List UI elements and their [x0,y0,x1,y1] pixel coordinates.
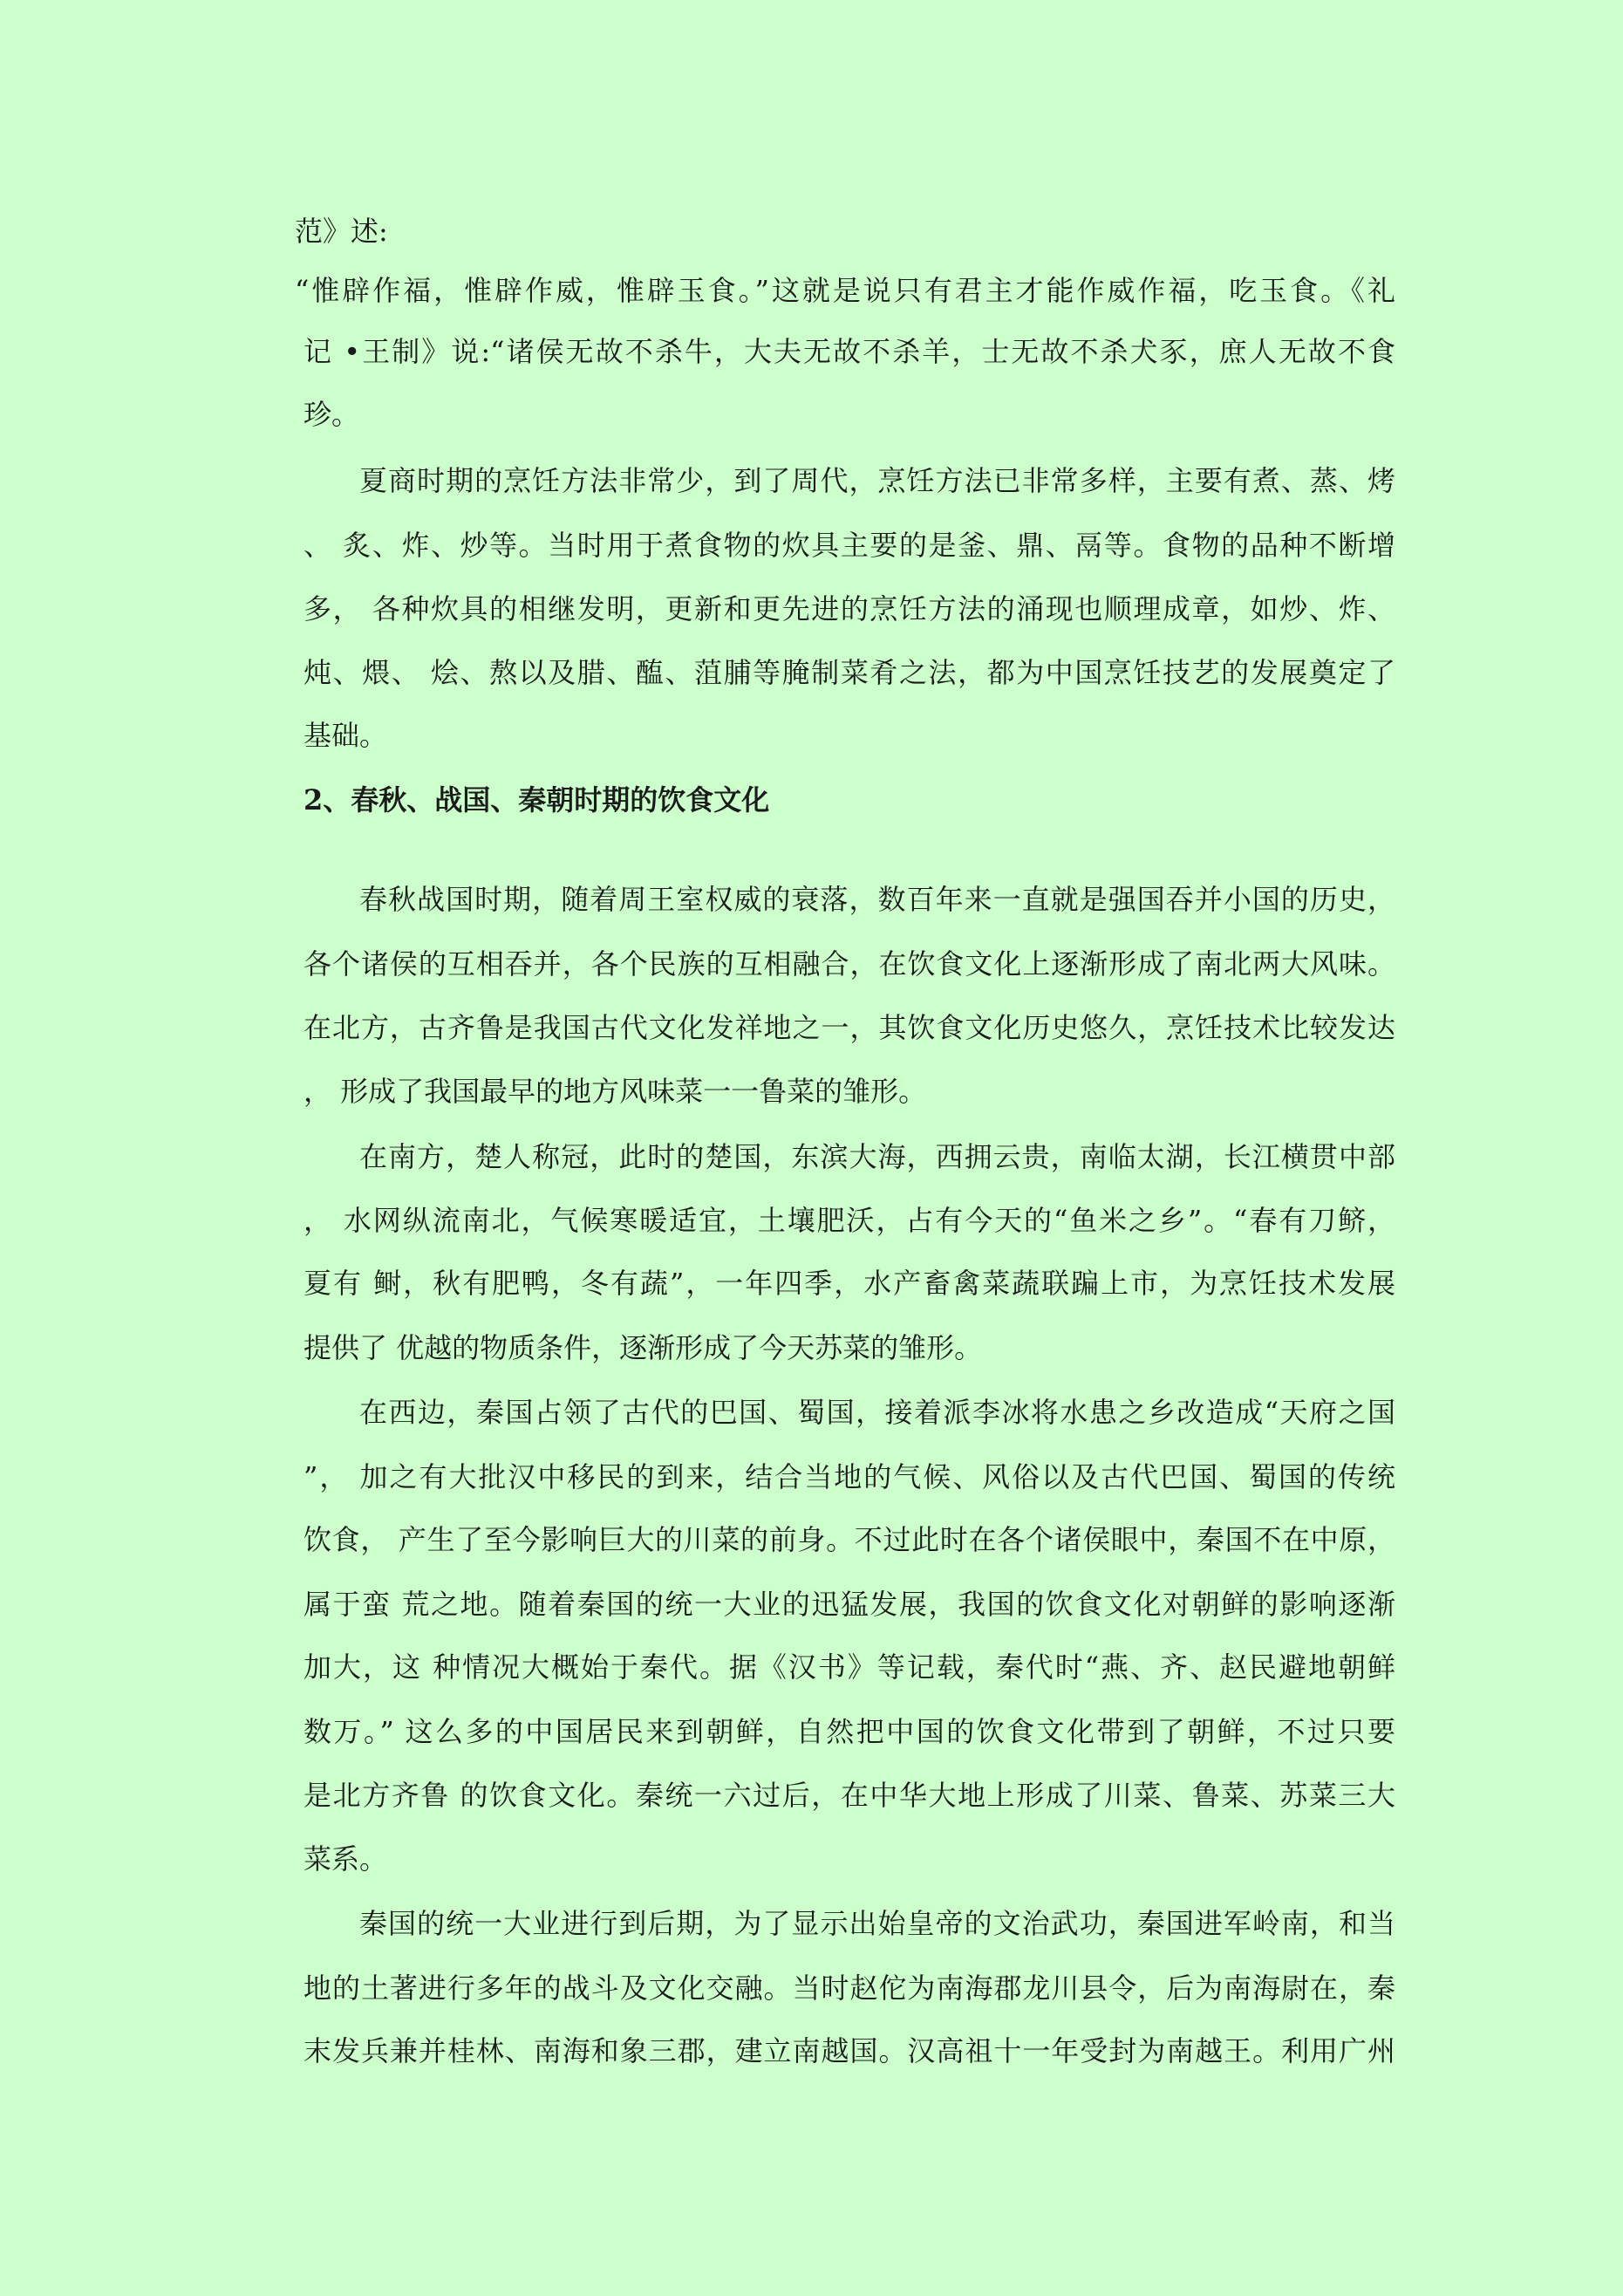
text-line: 属于蛮 荒之地。随着秦国的统一大业的迅猛发展，我国的饮食文化对朝鲜的影响逐渐 [303,1588,1395,1621]
text-line: 范》述: [295,215,388,248]
text-line: 饮食， 产生了至今影响巨大的川菜的前身。不过此时在各个诸侯眼中，秦国不在中原， [303,1523,1395,1556]
paragraph-first-line: 春秋战国时期，随着周王室权威的衰落，数百年来一直就是强国吞并小国的历史， [359,883,1395,916]
text-line: 珍。 [303,398,360,431]
text-line: 多， 各种炊具的相继发明，更新和更先进的烹饪方法的涌现也顺理成章，如炒、炸、 [303,592,1395,625]
text-line: 末发兵兼并桂林、南海和象三郡，建立南越国。汉高祖十一年受封为南越王。利用广州 [303,2034,1395,2067]
text-line: 数万。” 这么多的中国居民来到朝鲜，自然把中国的饮食文化带到了朝鲜，不过只要 [303,1715,1395,1748]
text-line: 地的土著进行多年的战斗及文化交融。当时赵佗为南海郡龙川县令，后为南海尉在，秦 [303,1971,1395,2005]
text-line: ， 形成了我国最早的地方风味菜一一鲁菜的雏形。 [303,1075,927,1108]
paragraph-first-line: 在西边，秦国占领了古代的巴国、蜀国，接着派李冰将水患之乡改造成“天府之国 [359,1396,1395,1429]
text-line: 各个诸侯的互相吞并，各个民族的互相融合，在饮食文化上逐渐形成了南北两大风味。 [303,947,1395,981]
text-line: 、 炙、炸、炒等。当时用于煮食物的炊具主要的是釜、鼎、鬲等。食物的品种不断增 [303,529,1395,562]
text-line: 是北方齐鲁 的饮食文化。秦统一六过后，在中华大地上形成了川菜、鲁菜、苏菜三大 [303,1779,1395,1812]
text-line: 炖、煨、 烩、熬以及腊、醢、菹脯等腌制菜肴之法，都为中国烹饪技艺的发展奠定了 [303,656,1395,689]
text-line: 记 •王制》说:“诸侯无故不杀牛，大夫无故不杀羊，士无故不杀犬豕，庶人无故不食 [303,335,1395,368]
text-line: ， 水网纵流南北，气候寒暖适宜，土壤肥沃，占有今天的“鱼米之乡”。“春有刀鲚， [303,1204,1395,1237]
text-line: 提供了 优越的物质条件，逐渐形成了今天苏菜的雏形。 [303,1331,983,1364]
paragraph-first-line: 夏商时期的烹饪方法非常少，到了周代，烹饪方法已非常多样，主要有煮、蒸、烤 [359,464,1395,497]
section-heading: 2、春秋、战国、秦朝时期的饮食文化 [303,783,770,817]
text-line: 基础。 [303,719,388,752]
paragraph-first-line: 在南方，楚人称冠，此时的楚国，东滨大海，西拥云贵，南临太湖，长江横贯中部 [359,1140,1395,1173]
text-line: 菜系。 [303,1842,388,1876]
text-line: 加大，这 种情况大概始于秦代。据《汉书》等记载，秦代时“燕、齐、赵民避地朝鲜 [303,1650,1395,1684]
text-line: 夏有 鲥，秋有肥鸭，冬有蔬”，一年四季，水产畜禽菜蔬联蹁上市，为烹饪技术发展 [303,1267,1395,1300]
paragraph-first-line: 秦国的统一大业进行到后期，为了显示出始皇帝的文治武功，秦国进军岭南，和当 [359,1907,1395,1940]
text-line: “惟辟作福，惟辟作威，惟辟玉食。”这就是说只有君主才能作威作福，吃玉食。《礼 [295,274,1395,307]
text-line: 在北方，古齐鲁是我国古代文化发祥地之一，其饮食文化历史悠久，烹饪技术比较发达 [303,1011,1395,1044]
text-line: ”， 加之有大批汉中移民的到来，结合当地的气候、风俗以及古代巴国、蜀国的传统 [303,1460,1395,1493]
